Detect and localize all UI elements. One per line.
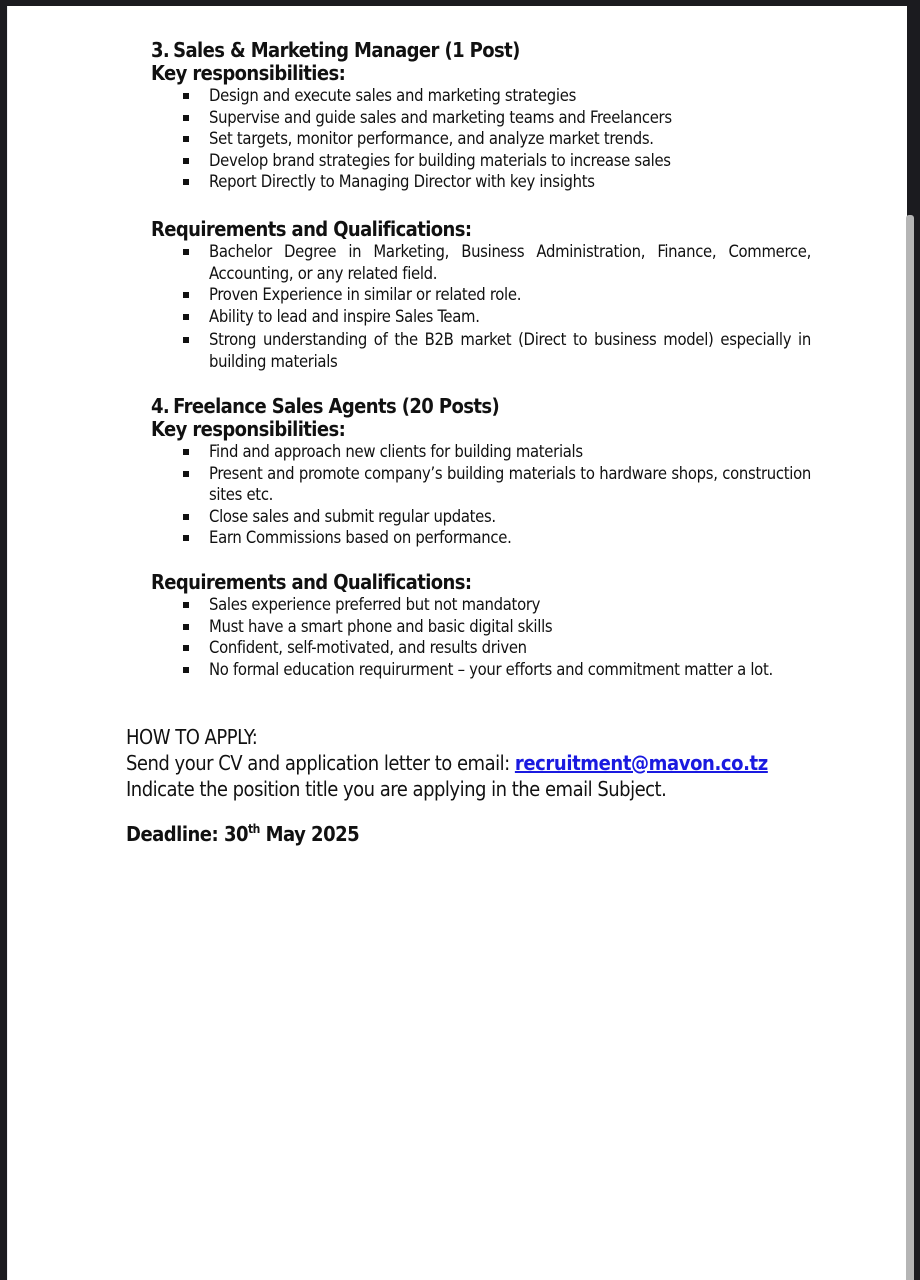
list-item: Confident, self-motivated, and results driven	[209, 637, 811, 659]
list-item: Strong understanding of the B2B market (Direct to business model) especially in building materials	[209, 329, 811, 372]
position-title: 3. Sales & Marketing Manager (1 Post)	[151, 38, 520, 62]
list-item: Ability to lead and inspire Sales Team.	[209, 306, 811, 328]
list-item: Design and execute sales and marketing strategies	[209, 85, 811, 107]
bullet-icon	[183, 535, 189, 541]
responsibilities-list	[151, 441, 811, 549]
bullet-icon	[183, 337, 189, 343]
bullet-icon	[183, 292, 189, 298]
how-to-apply-section	[126, 724, 846, 802]
bullet-icon	[183, 249, 189, 255]
list-item: Bachelor Degree in Marketing, Business Administration, Finance, Commerce, Accounting, or any related field.	[209, 241, 811, 284]
list-item: Must have a smart phone and basic digital skills	[209, 616, 811, 638]
deadline: Deadline: 30th May 2025	[126, 822, 360, 846]
bullet-icon	[183, 314, 189, 320]
list-item: Set targets, monitor performance, and analyze market trends.	[209, 128, 811, 150]
bullet-icon	[183, 514, 189, 520]
bullet-icon	[183, 179, 189, 185]
subject-instruction: Indicate the position title you are applying in the email Subject.	[126, 777, 667, 801]
list-item: Earn Commissions based on performance.	[209, 527, 811, 549]
email-link[interactable]: recruitment@mavon.co.tz	[514, 751, 768, 775]
bullet-icon	[183, 449, 189, 455]
bullet-icon	[183, 93, 189, 99]
list-item: Sales experience preferred but not mandatory	[209, 594, 811, 616]
list-item: Close sales and submit regular updates.	[209, 506, 811, 528]
requirements-heading: Requirements and Qualifications:	[151, 217, 472, 241]
bullet-icon	[183, 115, 189, 121]
requirements-list	[151, 241, 811, 372]
list-item: Supervise and guide sales and marketing teams and Freelancers	[209, 107, 811, 129]
position-section	[151, 38, 811, 193]
list-item: Proven Experience in similar or related role.	[209, 284, 811, 306]
list-item: Report Directly to Managing Director with key insights	[209, 171, 811, 193]
bullet-icon	[183, 471, 189, 477]
position-section	[151, 394, 811, 549]
responsibilities-heading: Key responsibilities:	[151, 61, 346, 85]
requirements-list	[151, 594, 811, 680]
bullet-icon	[183, 136, 189, 142]
bullet-icon	[183, 158, 189, 164]
requirements-section	[151, 571, 811, 680]
bullet-icon	[183, 602, 189, 608]
list-item: No formal education requirurment – your efforts and commitment matter a lot.	[209, 659, 811, 681]
list-item: Find and approach new clients for building materials	[209, 441, 811, 463]
position-title: 4. Freelance Sales Agents (20 Posts)	[151, 394, 500, 418]
list-item: Present and promote company’s building materials to hardware shops, construction sites etc.	[209, 463, 811, 506]
requirements-section	[151, 218, 811, 372]
send-instructions: Send your CV and application letter to email: recruitment@mavon.co.tz	[126, 751, 768, 775]
scrollbar-thumb[interactable]	[906, 215, 914, 1280]
bullet-icon	[183, 624, 189, 630]
responsibilities-list	[151, 85, 811, 193]
requirements-heading: Requirements and Qualifications:	[151, 570, 472, 594]
how-to-apply-heading: HOW TO APPLY:	[126, 725, 258, 749]
bullet-icon	[183, 667, 189, 673]
responsibilities-heading: Key responsibilities:	[151, 417, 346, 441]
list-item: Develop brand strategies for building materials to increase sales	[209, 150, 811, 172]
document-page	[7, 6, 907, 1280]
bullet-icon	[183, 645, 189, 651]
